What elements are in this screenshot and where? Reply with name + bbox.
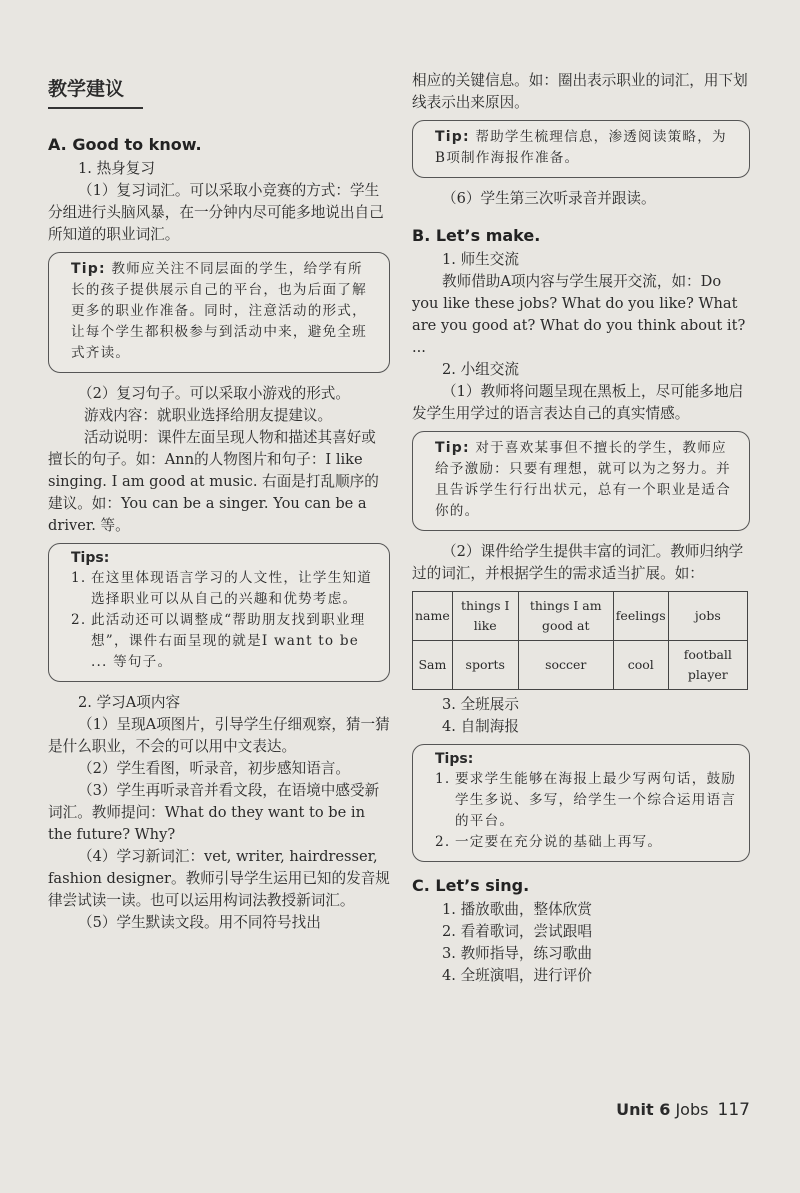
list-item: 3. 教师指导，练习歌曲 xyxy=(442,945,592,962)
tip-label: Tip: xyxy=(71,261,106,277)
tips-item: 1. 在这里体现语言学习的人文性，让学生知道选择职业可以从自己的兴趣和优势考虑。 xyxy=(71,570,373,607)
paragraph: （2）课件给学生提供丰富的词汇。教师归纳学过的词汇，并根据学生的需求适当扩展。如： xyxy=(412,543,744,582)
paragraph: （5）学生默读文段。用不同符号找出 xyxy=(78,914,321,931)
paragraph: （4）学习新词汇：vet, writer, hairdresser, fashion designer。教师引导学生运用已知的发音规律尝试读一读。也可以运用构词法教授新词汇。 xyxy=(48,848,390,909)
paragraph: （6）学生第三次听录音并跟读。 xyxy=(442,190,656,207)
paragraph: （2）复习句子。可以采取小游戏的形式。 xyxy=(78,385,350,402)
tips-box xyxy=(412,744,750,862)
page-heading: 教学建议 xyxy=(48,74,143,109)
table-cell: jobs xyxy=(668,592,747,641)
table-cell: football player xyxy=(668,641,747,690)
tips-item: 1. 要求学生能够在海报上最少写两句话，鼓励学生多说、多写，给学生一个综合运用语言的平台。 xyxy=(435,771,737,829)
tip-text: 帮助学生梳理信息，渗透阅读策略，为B项制作海报作准备。 xyxy=(435,129,727,166)
tip-box xyxy=(412,120,750,178)
paragraph: （1）教师将问题呈现在黑板上，尽可能多地启发学生用学过的语言表达自己的真实情感。 xyxy=(412,383,744,422)
paragraph: 教师借助A项内容与学生展开交流，如：Do you like these jobs? What do you like? What are you good at? What do you think about it? ... xyxy=(412,273,746,356)
paragraph: 4. 自制海报 xyxy=(442,718,519,735)
table-cell: cool xyxy=(613,641,668,690)
left-column xyxy=(48,70,390,934)
tip-box xyxy=(48,252,390,373)
paragraph: （3）学生再听录音并看文段，在语境中感受新词汇。教师提问：What do they want to be in the future? Why? xyxy=(48,782,380,843)
tips-label: Tips: xyxy=(435,751,474,767)
tips-item: 2. 此活动还可以调整成“帮助朋友找到职业理想”，课件右面呈现的就是I want to be ... 等句子。 xyxy=(71,612,366,670)
section-c-title: C. Let’s sing. xyxy=(412,876,530,895)
paragraph: （1）复习词汇。可以采取小竞赛的方式：学生分组进行头脑风暴，在一分钟内尽可能多地说出自己所知道的职业词汇。 xyxy=(48,182,384,243)
tips-box xyxy=(48,543,390,682)
table-header-row xyxy=(413,592,748,641)
section-b-title: B. Let’s make. xyxy=(412,226,541,245)
unit-label: Unit 6 xyxy=(616,1100,671,1119)
unit-title: Jobs xyxy=(675,1100,709,1119)
vocabulary-table xyxy=(412,591,748,690)
table-cell: soccer xyxy=(518,641,613,690)
tip-text: 教师应关注不同层面的学生，给学有所长的孩子提供展示自己的平台，也为后面了解更多的职业作准备。同时，注意活动的形式，让每个学生都积极参与到活动中来，避免全班式齐读。 xyxy=(71,261,367,361)
tips-item: 2. 一定要在充分说的基础上再写。 xyxy=(435,834,663,850)
paragraph: 1. 热身复习 xyxy=(78,160,155,177)
list-item: 2. 看着歌词，尝试跟唱 xyxy=(442,923,592,940)
tip-label: Tip: xyxy=(435,129,470,145)
paragraph: 1. 师生交流 xyxy=(442,251,519,268)
tips-label: Tips: xyxy=(71,550,110,566)
table-row xyxy=(413,641,748,690)
table-cell: things I like xyxy=(452,592,518,641)
tip-label: Tip: xyxy=(435,440,470,456)
paragraph: 2. 学习A项内容 xyxy=(78,694,181,711)
section-a-title: A. Good to know. xyxy=(48,135,202,154)
list-item: 1. 播放歌曲，整体欣赏 xyxy=(442,901,592,918)
paragraph: 3. 全班展示 xyxy=(442,696,519,713)
table-cell: name xyxy=(413,592,453,641)
tip-box xyxy=(412,431,750,531)
list-item: 4. 全班演唱，进行评价 xyxy=(442,967,592,984)
right-column xyxy=(412,70,750,987)
paragraph: 游戏内容：就职业选择给朋友提建议。 xyxy=(84,407,333,424)
table-cell: sports xyxy=(452,641,518,690)
table-cell: Sam xyxy=(413,641,453,690)
paragraph: 相应的关键信息。如：圈出表示职业的词汇，用下划线表示出来原因。 xyxy=(412,72,748,111)
tip-text: 对于喜欢某事但不擅长的学生，教师应给予激励：只要有理想，就可以为之努力。并且告诉学生行行出状元，总有一个职业是适合你的。 xyxy=(435,440,731,519)
paragraph: 2. 小组交流 xyxy=(442,361,519,378)
page-footer xyxy=(616,1100,750,1120)
table-cell: feelings xyxy=(613,592,668,641)
table-cell: things I am good at xyxy=(518,592,613,641)
page-number: 117 xyxy=(717,1100,750,1120)
paragraph: （2）学生看图，听录音，初步感知语言。 xyxy=(78,760,350,777)
paragraph: 活动说明：课件左面呈现人物和描述其喜好或擅长的句子。如：Ann的人物图片和句子：I like singing. I am good at music. 右面是打乱顺序的建议。如：You can be a singer. You can be a driver. 等。 xyxy=(48,429,379,534)
paragraph: （1）呈现A项图片，引导学生仔细观察，猜一猜是什么职业，不会的可以用中文表达。 xyxy=(48,716,390,755)
